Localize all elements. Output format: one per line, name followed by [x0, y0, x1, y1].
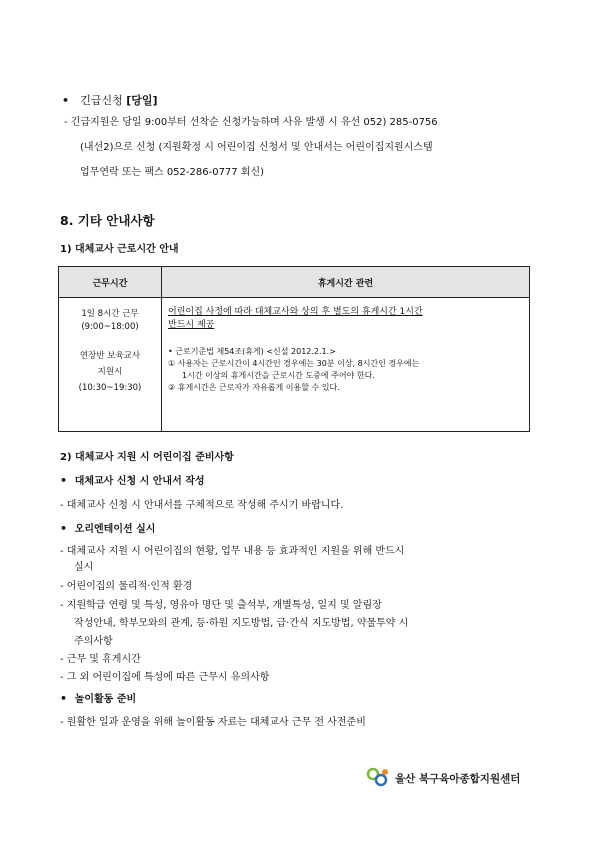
- orientation-line: 실시: [74, 562, 94, 573]
- table-header-row: [59, 267, 530, 298]
- orientation-line: - 근무 및 휴게시간: [60, 654, 141, 665]
- orientation-line: - 어린이집의 물리적·인적 환경: [60, 581, 193, 592]
- bullet-3-line: - 원활한 일과 운영을 위해 놀이활동 자료는 대체교사 근무 전 사전준비: [60, 717, 366, 728]
- urgent-tag: [당일]: [126, 94, 158, 107]
- urgent-line-3: 업무연락 또는 팩스 052-286-0777 회신): [80, 167, 265, 178]
- bullet-1-text: 대체교사 신청 시 안내서 작성: [74, 476, 205, 487]
- orientation-line: 주의사항: [74, 636, 113, 647]
- bullet-2-title: [60, 520, 155, 535]
- org-name: 울산 북구육아종합지원센터: [395, 773, 521, 785]
- bullet-2-text: 오리엔테이션 실시: [74, 524, 156, 535]
- work-hours-line: 1일 8시간 근무: [81, 309, 139, 319]
- orientation-line: 작성안내, 학부모와의 관계, 등·하원 지도방법, 급·간식 지도방법, 약물투약 시: [74, 618, 409, 629]
- subsection-2-heading: 2) 대체교사 지원 시 어린이집 준비사항: [60, 452, 234, 463]
- work-hours-line: 연장반 보육교사: [79, 351, 141, 361]
- urgent-line-1: - 긴급지원은 당일 9:00부터 선착순 신청가능하며 사유 발생 시 유선 052) 285-0756: [64, 117, 438, 128]
- rest-time-cell: [162, 298, 530, 432]
- labor-law-item: 1시간 이상의 휴게시간을 근로시간 도중에 주어야 한다.: [182, 371, 375, 380]
- bullet-3-text: 놀이활동 준비: [74, 694, 137, 705]
- bullet-dot: •: [60, 522, 75, 535]
- orientation-line: - 지원학급 연령 및 특성, 영유아 명단 및 출석부, 개별특성, 일지 및 알림장: [60, 600, 382, 611]
- work-hours-line: (10:30~19:30): [78, 383, 142, 393]
- bullet-1-title: [60, 472, 205, 487]
- work-hours-line: (9:00~18:00): [81, 322, 139, 332]
- bullet-dot: •: [60, 474, 75, 487]
- orientation-line: - 그 외 어린이집에 특성에 따른 근무시 유의사항: [60, 672, 270, 683]
- labor-law-item: ② 휴게시간은 근로자가 자유롭게 이용할 수 있다.: [168, 383, 340, 392]
- subsection-1-heading: 1) 대체교사 근로시간 안내: [60, 244, 179, 255]
- section-8-heading: 8. 기타 안내사항: [60, 213, 155, 228]
- urgent-line-2: (내선2)으로 신청 (지원확정 시 어린이집 신청서 및 안내서는 어린이집지원시스템: [80, 142, 433, 153]
- rest-main-line: 반드시 제공: [168, 320, 215, 330]
- col-work-hours: 근무시간: [59, 267, 162, 298]
- urgent-section-title: [62, 92, 158, 108]
- urgent-title: 긴급신청: [80, 94, 123, 107]
- bullet-3-title: [60, 690, 136, 705]
- labor-law-title: • 근로기준법 제54조(휴게) <신설 2012.2.1.>: [168, 347, 336, 356]
- org-logo-icon: [365, 766, 391, 790]
- bullet-1-line: - 대체교사 신청 시 안내서를 구체적으로 작성해 주시기 바랍니다.: [60, 500, 344, 511]
- bullet-dot: •: [60, 692, 75, 705]
- work-hours-line: 지원시: [97, 367, 123, 377]
- bullet-dot: •: [62, 94, 77, 107]
- rest-main-line: 어린이집 사정에 따라 대체교사와 상의 후 별도의 휴게시간 1시간: [168, 307, 423, 317]
- table-body-row: [59, 298, 530, 432]
- orientation-line: - 대체교사 지원 시 어린이집의 현황, 업무 내용 등 효과적인 지원을 위해 반드시: [60, 546, 405, 557]
- work-hours-table: [58, 266, 530, 432]
- col-rest-time: 휴게시간 관련: [162, 267, 530, 298]
- labor-law-item: ① 사용자는 근로시간이 4시간인 경우에는 30분 이상, 8시간인 경우에는: [168, 359, 420, 368]
- work-hours-cell: [59, 298, 162, 432]
